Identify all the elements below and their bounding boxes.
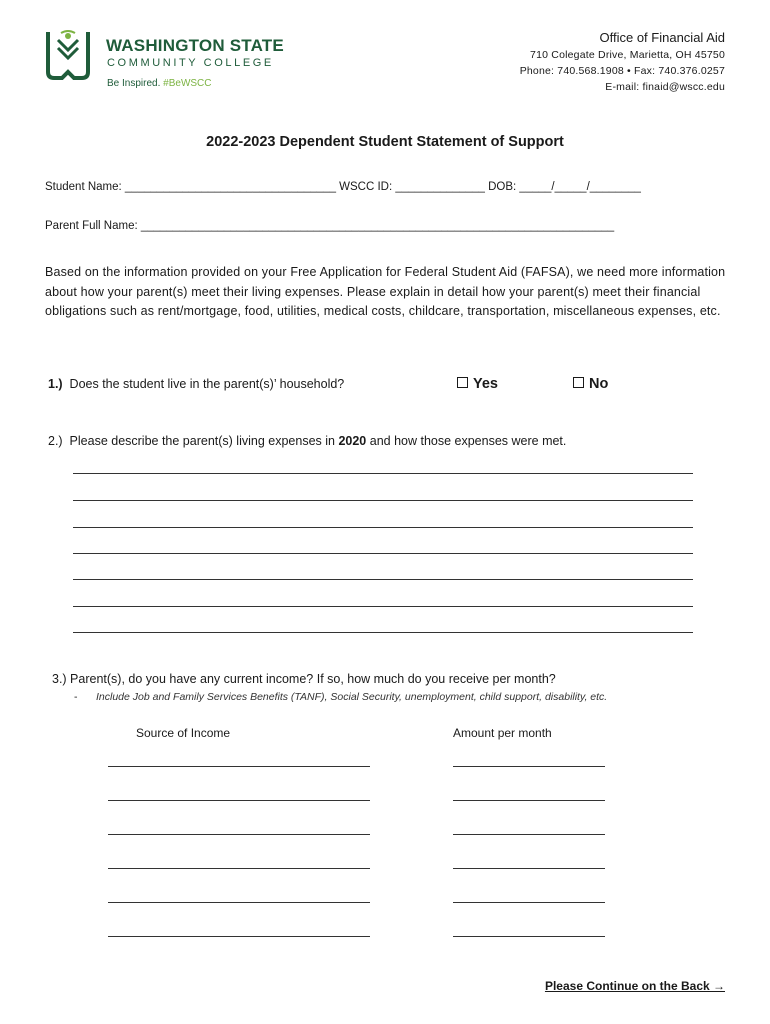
income-amount-line[interactable] — [453, 868, 605, 869]
no-label: No — [589, 376, 609, 392]
source-column-header: Source of Income — [136, 726, 231, 740]
student-info-field[interactable]: Student Name: _________________________________ WSCC ID: ______________ DOB: _____/_____/________ — [45, 181, 641, 193]
answer-line[interactable] — [73, 500, 693, 501]
income-amount-line[interactable] — [453, 902, 605, 903]
income-source-line[interactable] — [108, 936, 370, 937]
tagline-text: Be Inspired. — [107, 78, 161, 89]
no-checkbox[interactable] — [573, 376, 608, 392]
income-amount-line[interactable] — [453, 834, 605, 835]
question-2-year: 2020 — [338, 434, 367, 448]
college-subname: COMMUNITY COLLEGE — [107, 57, 274, 69]
yes-label: Yes — [473, 376, 498, 392]
answer-line[interactable] — [73, 579, 693, 580]
intro-paragraph: Based on the information provided on your Free Application for Federal Student Aid (FAFSA), we need more information about how your parent(s) meet their living expenses. Please explain in detail how your parent(s) meet their financial obligations such as rent/mortgage, food, utilities, medical costs, childcare, transportation, miscellaneous expenses, etc. — [45, 265, 726, 318]
answer-line[interactable] — [73, 632, 693, 633]
income-source-line[interactable] — [108, 902, 370, 903]
income-source-line[interactable] — [108, 868, 370, 869]
college-tagline — [107, 78, 212, 89]
question-1 — [48, 377, 344, 391]
answer-line[interactable] — [73, 527, 693, 528]
question-1-number: 1.) — [48, 377, 63, 391]
income-hint: Include Job and Family Services Benefits (TANF), Social Security, unemployment, child support, disability, etc. — [96, 691, 608, 703]
question-2-number: 2.) — [48, 434, 63, 448]
income-amount-line[interactable] — [453, 800, 605, 801]
answer-line[interactable] — [73, 606, 693, 607]
question-3: 3.) Parent(s), do you have any current income? If so, how much do you receive per month? — [52, 672, 556, 686]
amount-column-header: Amount per month — [453, 726, 552, 740]
tagline-hashtag: #BeWSCC — [163, 78, 212, 89]
parent-name-field[interactable]: Parent Full Name: __________________________________________________________________________ — [45, 220, 615, 232]
checkbox-icon — [573, 377, 584, 388]
office-phone-fax: Phone: 740.568.1908 • Fax: 740.376.0257 — [519, 65, 725, 77]
checkbox-icon — [457, 377, 468, 388]
answer-line[interactable] — [73, 553, 693, 554]
answer-line[interactable] — [73, 473, 693, 474]
hint-bullet: - — [74, 691, 78, 703]
office-email: E-mail: finaid@wscc.edu — [605, 81, 725, 93]
yes-checkbox[interactable] — [457, 376, 498, 392]
office-address: 710 Colegate Drive, Marietta, OH 45750 — [530, 49, 725, 61]
income-amount-line[interactable] — [453, 936, 605, 937]
question-2-text-end: and how those expenses were met. — [366, 434, 567, 448]
office-name: Office of Financial Aid — [599, 30, 725, 45]
question-1-text: Does the student live in the parent(s)’ household? — [69, 377, 345, 391]
college-name: WASHINGTON STATE — [106, 36, 284, 55]
income-amount-line[interactable] — [453, 766, 605, 767]
income-source-line[interactable] — [108, 766, 370, 767]
document-title: 2022-2023 Dependent Student Statement of Support — [206, 134, 564, 150]
college-logo-icon — [44, 26, 92, 82]
continue-on-back-note: Please Continue on the Back → — [544, 979, 725, 993]
question-2-text: Please describe the parent(s) living expenses in — [69, 434, 339, 448]
question-2 — [48, 434, 566, 448]
income-source-line[interactable] — [108, 834, 370, 835]
income-source-line[interactable] — [108, 800, 370, 801]
